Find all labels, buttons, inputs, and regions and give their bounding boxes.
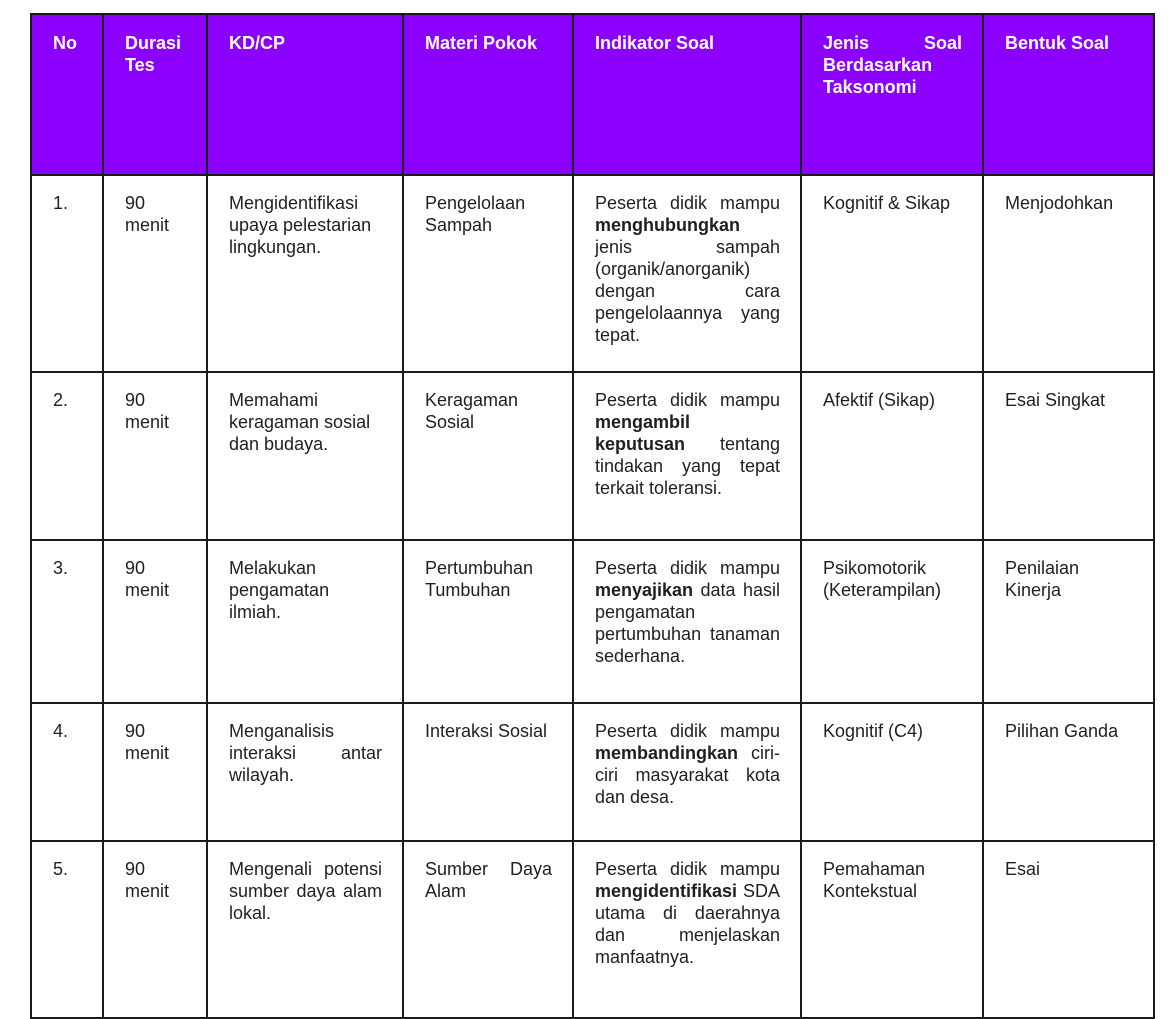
indikator-verb: mengambil keputusan [595,412,691,454]
cell-no: 1. [31,175,103,372]
cell-jenis: Pemahaman Kontekstual [801,841,983,1018]
table-row [31,841,1154,1018]
header-indikator: Indikator Soal [573,14,801,175]
cell-bentuk: Menjodohkan [983,175,1154,372]
table-body [31,175,1154,1018]
cell-durasi: 90 menit [103,372,207,540]
indikator-verb: menghubungkan [595,215,740,235]
cell-no: 4. [31,703,103,841]
cell-durasi: 90 menit [103,175,207,372]
cell-jenis: Kognitif (C4) [801,703,983,841]
indikator-verb: menyajikan [595,580,694,600]
indikator-verb: mengidentifikasi [595,881,738,901]
cell-materi: Pengelolaan Sampah [403,175,573,372]
cell-kdcp: Memahami keragaman sosial dan budaya. [207,372,403,540]
cell-durasi: 90 menit [103,841,207,1018]
cell-kdcp: Mengenali potensi sumber daya alam lokal. [207,841,403,1018]
cell-indikator [573,841,801,1018]
header-kdcp: KD/CP [207,14,403,175]
cell-bentuk: Esai [983,841,1154,1018]
header-bentuk: Bentuk Soal [983,14,1154,175]
cell-jenis: Kognitif & Sikap [801,175,983,372]
cell-no: 2. [31,372,103,540]
indikator-text: jenis sampah (organik/anorganik) dengan cara pengelolaannya yang tepat. [595,237,780,345]
table-header [31,14,1154,175]
cell-jenis: Afektif (Sikap) [801,372,983,540]
cell-no: 3. [31,540,103,703]
assessment-grid-table-container [30,13,1153,1019]
cell-kdcp: Mengidentifikasi upaya pelestarian lingkungan. [207,175,403,372]
indikator-text: Peserta didik mampu [595,859,780,879]
cell-kdcp: Menganalisis interaksi antar wilayah. [207,703,403,841]
indikator-verb: membandingkan [595,743,739,763]
cell-indikator [573,372,801,540]
cell-bentuk: Penilaian Kinerja [983,540,1154,703]
cell-materi: Interaksi Sosial [403,703,573,841]
indikator-text: tentang tindakan yang tepat terkait toleransi. [595,434,780,498]
header-row [31,14,1154,175]
cell-bentuk: Esai Singkat [983,372,1154,540]
assessment-grid-table [30,13,1155,1019]
cell-indikator [573,540,801,703]
cell-materi: Keragaman Sosial [403,372,573,540]
header-durasi: Durasi Tes [103,14,207,175]
table-row [31,540,1154,703]
cell-materi: Sumber Daya Alam [403,841,573,1018]
indikator-text: Peserta didik mampu [595,721,780,741]
cell-kdcp: Melakukan pengamatan ilmiah. [207,540,403,703]
indikator-text: Peserta didik mampu [595,193,780,213]
cell-no: 5. [31,841,103,1018]
table-row [31,703,1154,841]
header-no: No [31,14,103,175]
cell-durasi: 90 menit [103,540,207,703]
indikator-text: ciri-ciri masyarakat kota dan desa. [595,743,780,807]
cell-indikator [573,703,801,841]
indikator-text: SDA utama di daerahnya dan menjelaskan manfaatnya. [595,881,780,967]
cell-durasi: 90 menit [103,703,207,841]
header-materi: Materi Pokok [403,14,573,175]
cell-bentuk: Pilihan Ganda [983,703,1154,841]
cell-materi: Pertumbuhan Tumbuhan [403,540,573,703]
cell-jenis: Psikomotorik (Keterampilan) [801,540,983,703]
table-row [31,175,1154,372]
cell-indikator [573,175,801,372]
indikator-text: Peserta didik mampu [595,558,780,578]
table-row [31,372,1154,540]
indikator-text: Peserta didik mampu [595,390,780,410]
indikator-text: data hasil pengamatan pertumbuhan tanaman sederhana. [595,580,780,666]
header-jenis: Jenis Soal Berdasarkan Taksonomi [801,14,983,175]
